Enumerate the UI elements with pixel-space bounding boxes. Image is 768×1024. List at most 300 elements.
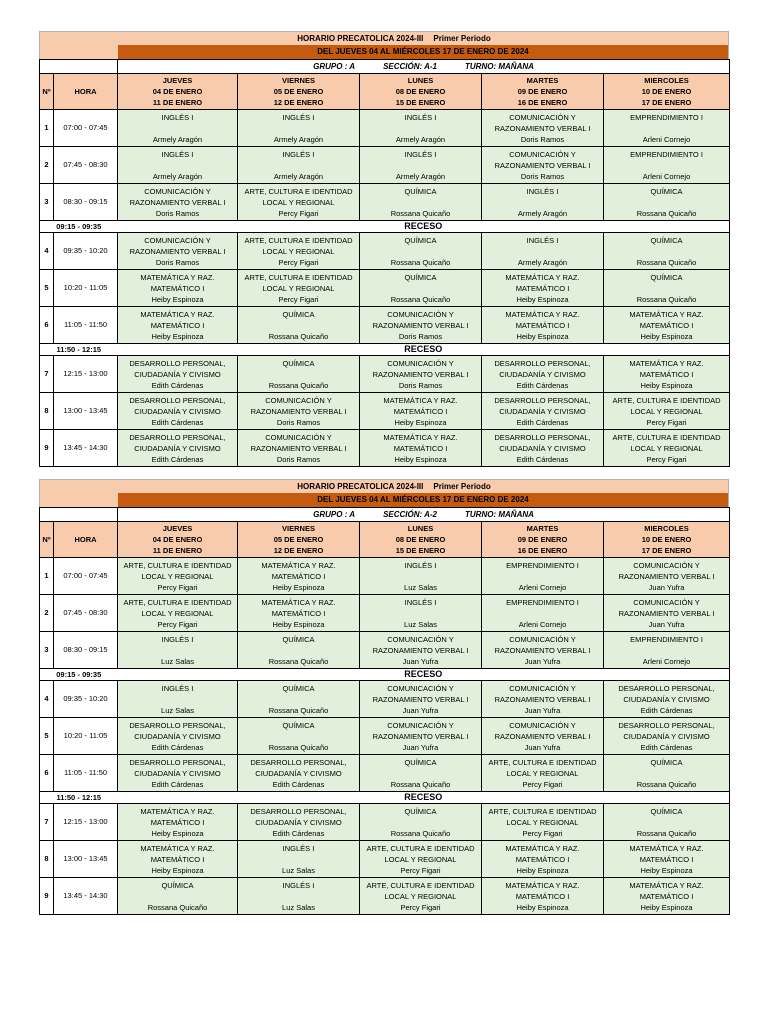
teacher-name: Juan Yufra [524,742,561,752]
teacher-name: Juan Yufra [524,705,561,715]
recess-row [40,792,730,804]
teacher-name: Heiby Espinoza [272,619,325,629]
header-day [482,522,604,558]
class-cell [604,147,730,184]
day-date-2: 12 DE ENERO [273,546,324,555]
teacher-name: Rossana Quicaño [268,656,329,666]
class-cell [604,841,730,878]
subject-name: ARTE, CULTURA E IDENTIDAD LOCAL Y REGIONAL [366,880,475,901]
subject-name: ARTE, CULTURA E IDENTIDAD LOCAL Y REGIONAL [123,560,232,581]
class-cell [118,233,238,270]
recess-row [40,221,730,233]
header-day [118,522,238,558]
table-row [40,356,730,393]
day-date-1: 05 DE ENERO [273,535,324,544]
teacher-name: Luz Salas [161,656,194,666]
header-day [118,74,238,110]
subject-name: ARTE, CULTURA E IDENTIDAD LOCAL Y REGIONAL [244,272,353,293]
subject-name: INGLÉS I [404,560,437,570]
subject-name: MATEMÁTICA Y RAZ. MATEMÁTICO I [505,843,580,864]
subject-name: DESARROLLO PERSONAL, CIUDADANÍA Y CIVISMO [494,358,591,379]
teacher-name: Luz Salas [404,582,437,592]
row-number: 5 [40,270,54,307]
class-cell [360,595,482,632]
subject-name: INGLÉS I [161,112,194,122]
subject-name: COMUNICACIÓN Y RAZONAMIENTO VERBAL I [494,683,591,704]
teacher-name: Edith Cárdenas [516,380,569,390]
subject-name: COMUNICACIÓN Y RAZONAMIENTO VERBAL I [372,309,469,330]
day-date-1: 04 DE ENERO [152,87,203,96]
subject-name: INGLÉS I [282,112,315,122]
day-date-2: 11 DE ENERO [152,98,203,107]
teacher-name: Armely Aragón [517,208,568,218]
class-cell [482,233,604,270]
class-cell [118,681,238,718]
subject-name: ARTE, CULTURA E IDENTIDAD LOCAL Y REGIONAL [488,757,597,778]
day-name: JUEVES [162,524,193,533]
subject-name: QUÍMICA [650,235,683,245]
subject-name: DESARROLLO PERSONAL, CIUDADANÍA Y CIVISMO [129,757,226,778]
teacher-name: Heiby Espinoza [640,380,693,390]
day-name: MIERCOLES [644,76,689,85]
class-cell [118,632,238,669]
class-cell [238,393,360,430]
recess-row [40,344,730,356]
teacher-name: Armely Aragón [273,171,324,181]
table-row [40,718,730,755]
teacher-name: Rossana Quicaño [636,208,697,218]
teacher-name: Edith Cárdenas [640,742,693,752]
subject-name: COMUNICACIÓN Y RAZONAMIENTO VERBAL I [494,634,591,655]
day-name: MARTES [526,76,559,85]
subject-name: MATEMÁTICA Y RAZ. MATEMÁTICO I [629,880,704,901]
teacher-name: Percy Figari [522,779,563,789]
day-date-1: 10 DE ENERO [641,87,692,96]
subject-name: QUÍMICA [404,806,437,816]
table-row [40,147,730,184]
table-row [40,307,730,344]
class-cell [360,804,482,841]
teacher-name: Edith Cárdenas [516,454,569,464]
subject-name: QUÍMICA [650,757,683,767]
class-cell [360,681,482,718]
class-cell [482,184,604,221]
teacher-name: Percy Figari [400,865,441,875]
class-cell [118,110,238,147]
subject-name: COMUNICACIÓN Y RAZONAMIENTO VERBAL I [372,358,469,379]
row-time: 12:15 - 13:00 [54,804,118,841]
class-cell [604,632,730,669]
schedule-a1 [39,31,729,467]
table-row [40,878,730,915]
class-cell [118,430,238,467]
class-cell [238,184,360,221]
subject-name: DESARROLLO PERSONAL, CIUDADANÍA Y CIVISMO [129,358,226,379]
row-number: 7 [40,804,54,841]
teacher-name: Percy Figari [278,257,319,267]
row-time: 10:20 - 11:05 [54,270,118,307]
subject-name: ARTE, CULTURA E IDENTIDAD LOCAL Y REGIONAL [488,806,597,827]
class-cell [118,804,238,841]
class-cell [118,718,238,755]
recess-time: 09:15 - 09:35 [40,669,118,681]
teacher-name: Rossana Quicaño [390,294,451,304]
subject-name: QUÍMICA [404,235,437,245]
table-row [40,430,730,467]
subject-name: DESARROLLO PERSONAL, CIUDADANÍA Y CIVISMO [129,720,226,741]
row-time: 08:30 - 09:15 [54,184,118,221]
teacher-name: Juan Yufra [402,656,439,666]
class-cell [360,632,482,669]
row-time: 10:20 - 11:05 [54,718,118,755]
teacher-name: Percy Figari [400,902,441,912]
row-number: 9 [40,430,54,467]
day-name: VIERNES [282,76,315,85]
subject-name: INGLÉS I [404,112,437,122]
day-date-1: 08 DE ENERO [395,87,446,96]
turno-label: TURNO: MAÑANA [465,509,534,519]
recess-label: RECESO [118,221,730,233]
subject-name: COMUNICACIÓN Y RAZONAMIENTO VERBAL I [129,235,226,256]
day-date-2: 17 DE ENERO [641,546,692,555]
class-cell [238,632,360,669]
class-cell [118,595,238,632]
class-cell [482,307,604,344]
schedule-title [39,31,729,45]
class-cell [238,233,360,270]
teacher-name: Percy Figari [646,417,687,427]
table-row [40,681,730,718]
day-date-2: 16 DE ENERO [517,98,568,107]
table-row [40,233,730,270]
teacher-name: Doris Ramos [520,171,565,181]
day-date-2: 16 DE ENERO [517,546,568,555]
teacher-name: Percy Figari [278,208,319,218]
subject-name: COMUNICACIÓN Y RAZONAMIENTO VERBAL I [372,683,469,704]
table-row [40,755,730,792]
class-cell [238,270,360,307]
subject-name: COMUNICACIÓN Y RAZONAMIENTO VERBAL I [372,634,469,655]
row-number: 2 [40,595,54,632]
teacher-name: Juan Yufra [402,742,439,752]
class-cell [238,718,360,755]
subject-name: MATEMÁTICA Y RAZ. MATEMÁTICO I [383,395,458,416]
class-cell [238,878,360,915]
class-cell [118,558,238,595]
subject-name: COMUNICACIÓN Y RAZONAMIENTO VERBAL I [618,597,715,618]
subject-name: COMUNICACIÓN Y RAZONAMIENTO VERBAL I [372,720,469,741]
teacher-name: Heiby Espinoza [516,865,569,875]
teacher-name: Rossana Quicaño [268,742,329,752]
row-time: 13:45 - 14:30 [54,430,118,467]
class-cell [360,270,482,307]
teacher-name: Edith Cárdenas [272,779,325,789]
recess-time: 11:50 - 12:15 [40,792,118,804]
day-date-1: 10 DE ENERO [641,535,692,544]
header-hora: HORA [54,74,118,110]
subject-name: EMPRENDIMIENTO I [630,149,703,159]
teacher-name: Edith Cárdenas [516,417,569,427]
teacher-name: Armely Aragón [152,171,203,181]
subject-name: DESARROLLO PERSONAL, CIUDADANÍA Y CIVISMO [250,806,347,827]
teacher-name: Juan Yufra [524,656,561,666]
table-row [40,558,730,595]
class-cell [118,307,238,344]
class-cell [238,681,360,718]
title-period: Primer Periodo [433,34,491,43]
table-row [40,804,730,841]
row-time: 07:00 - 07:45 [54,110,118,147]
class-cell [118,841,238,878]
day-date-1: 08 DE ENERO [395,535,446,544]
teacher-name: Doris Ramos [398,331,443,341]
teacher-name: Heiby Espinoza [151,331,204,341]
class-cell [118,270,238,307]
subject-name: COMUNICACIÓN Y RAZONAMIENTO VERBAL I [494,149,591,170]
teacher-name: Arleni Cornejo [642,656,691,666]
subject-name: INGLÉS I [161,683,194,693]
class-cell [604,878,730,915]
teacher-name: Rossana Quicaño [390,828,451,838]
subject-name: INGLÉS I [526,235,559,245]
subject-name: DESARROLLO PERSONAL, CIUDADANÍA Y CIVISMO [494,395,591,416]
header-day [604,522,730,558]
teacher-name: Arleni Cornejo [518,619,567,629]
teacher-name: Heiby Espinoza [640,902,693,912]
teacher-name: Heiby Espinoza [151,828,204,838]
teacher-name: Rossana Quicaño [390,779,451,789]
teacher-name: Rossana Quicaño [390,257,451,267]
class-cell [238,110,360,147]
row-number: 7 [40,356,54,393]
subject-name: EMPRENDIMIENTO I [506,597,579,607]
subject-name: DESARROLLO PERSONAL, CIUDADANÍA Y CIVISMO [129,432,226,453]
subject-name: QUÍMICA [404,186,437,196]
subject-name: MATEMÁTICA Y RAZ. MATEMÁTICO I [140,843,215,864]
class-cell [482,558,604,595]
teacher-name: Rossana Quicaño [636,257,697,267]
day-date-1: 04 DE ENERO [152,535,203,544]
teacher-name: Edith Cárdenas [640,705,693,715]
class-cell [604,595,730,632]
subject-name: EMPRENDIMIENTO I [506,560,579,570]
subject-name: ARTE, CULTURA E IDENTIDAD LOCAL Y REGIONAL [366,843,475,864]
class-cell [118,755,238,792]
teacher-name: Heiby Espinoza [151,294,204,304]
day-date-2: 17 DE ENERO [641,98,692,107]
class-cell [604,430,730,467]
teacher-name: Edith Cárdenas [151,417,204,427]
class-cell [482,430,604,467]
header-hora: HORA [54,522,118,558]
header-row [40,522,730,558]
class-cell [238,841,360,878]
subject-name: ARTE, CULTURA E IDENTIDAD LOCAL Y REGIONAL [612,432,721,453]
turno-label: TURNO: MAÑANA [465,61,534,71]
row-time: 07:00 - 07:45 [54,558,118,595]
schedule-a2 [39,479,729,915]
teacher-name: Rossana Quicaño [636,294,697,304]
class-cell [360,110,482,147]
teacher-name: Heiby Espinoza [516,331,569,341]
subject-name: MATEMÁTICA Y RAZ. MATEMÁTICO I [629,843,704,864]
teacher-name: Armely Aragón [152,134,203,144]
subject-name: ARTE, CULTURA E IDENTIDAD LOCAL Y REGIONAL [612,395,721,416]
class-cell [482,755,604,792]
schedule-table [39,507,730,915]
teacher-name: Armely Aragón [273,134,324,144]
class-cell [482,270,604,307]
recess-label: RECESO [118,792,730,804]
class-cell [360,233,482,270]
subject-name: MATEMÁTICA Y RAZ. MATEMÁTICO I [140,806,215,827]
date-range: DEL JUEVES 04 AL MIÉRCOLES 17 DE ENERO DE 2024 [118,493,728,507]
class-cell [604,270,730,307]
grupo-label: GRUPO : A [313,509,356,519]
row-time: 09:35 - 10:20 [54,681,118,718]
subject-name: MATEMÁTICA Y RAZ. MATEMÁTICO I [383,432,458,453]
header-day [238,522,360,558]
day-date-1: 09 DE ENERO [517,535,568,544]
teacher-name: Armely Aragón [395,171,446,181]
day-date-2: 11 DE ENERO [152,546,203,555]
class-cell [604,393,730,430]
table-row [40,841,730,878]
date-row [39,45,729,59]
row-number: 6 [40,307,54,344]
teacher-name: Heiby Espinoza [516,902,569,912]
class-cell [482,841,604,878]
row-number: 1 [40,558,54,595]
class-cell [482,147,604,184]
subject-name: QUÍMICA [404,757,437,767]
teacher-name: Armely Aragón [395,134,446,144]
subject-name: QUÍMICA [282,358,315,368]
subject-name: COMUNICACIÓN Y RAZONAMIENTO VERBAL I [618,560,715,581]
class-cell [118,184,238,221]
row-time: 09:35 - 10:20 [54,233,118,270]
class-cell [604,307,730,344]
subject-name: INGLÉS I [282,149,315,159]
row-number: 5 [40,718,54,755]
subject-name: DESARROLLO PERSONAL, CIUDADANÍA Y CIVISMO [618,720,715,741]
class-cell [238,307,360,344]
row-number: 2 [40,147,54,184]
row-time: 11:05 - 11:50 [54,755,118,792]
teacher-name: Rossana Quicaño [268,380,329,390]
class-cell [238,430,360,467]
teacher-name: Doris Ramos [155,208,200,218]
day-name: LUNES [407,76,434,85]
subject-name: ARTE, CULTURA E IDENTIDAD LOCAL Y REGIONAL [244,186,353,207]
subject-name: MATEMÁTICA Y RAZ. MATEMÁTICO I [261,597,336,618]
recess-label: RECESO [118,669,730,681]
teacher-name: Edith Cárdenas [151,742,204,752]
teacher-name: Rossana Quicaño [268,705,329,715]
subject-name: INGLÉS I [404,597,437,607]
class-cell [482,110,604,147]
teacher-name: Heiby Espinoza [272,582,325,592]
table-row [40,393,730,430]
class-cell [360,878,482,915]
schedule-table [39,59,730,467]
subject-name: MATEMÁTICA Y RAZ. MATEMÁTICO I [505,880,580,901]
class-cell [604,681,730,718]
class-cell [604,804,730,841]
class-cell [360,356,482,393]
subject-name: MATEMÁTICA Y RAZ. MATEMÁTICO I [629,358,704,379]
grupo-label: GRUPO : A [313,61,356,71]
table-row [40,110,730,147]
class-cell [360,558,482,595]
teacher-name: Doris Ramos [520,134,565,144]
header-row [40,74,730,110]
class-cell [482,632,604,669]
subject-name: COMUNICACIÓN Y RAZONAMIENTO VERBAL I [250,432,347,453]
teacher-name: Percy Figari [522,828,563,838]
subject-name: INGLÉS I [282,880,315,890]
subject-name: DESARROLLO PERSONAL, CIUDADANÍA Y CIVISMO [250,757,347,778]
class-cell [482,595,604,632]
subject-name: COMUNICACIÓN Y RAZONAMIENTO VERBAL I [494,720,591,741]
row-time: 11:05 - 11:50 [54,307,118,344]
date-range: DEL JUEVES 04 AL MIÉRCOLES 17 DE ENERO DE 2024 [118,45,728,59]
class-cell [482,681,604,718]
header-day [360,522,482,558]
class-cell [604,184,730,221]
teacher-name: Percy Figari [157,619,198,629]
header-num: Nº [40,522,54,558]
class-cell [238,356,360,393]
subject-name: MATEMÁTICA Y RAZ. MATEMÁTICO I [261,560,336,581]
subject-name: DESARROLLO PERSONAL, CIUDADANÍA Y CIVISMO [618,683,715,704]
row-time: 07:45 - 08:30 [54,595,118,632]
class-cell [360,430,482,467]
teacher-name: Heiby Espinoza [394,454,447,464]
teacher-name: Rossana Quicaño [636,828,697,838]
teacher-name: Luz Salas [282,865,315,875]
date-row [39,493,729,507]
class-cell [238,558,360,595]
class-cell [238,755,360,792]
subject-name: EMPRENDIMIENTO I [630,634,703,644]
teacher-name: Doris Ramos [276,417,321,427]
subject-name: ARTE, CULTURA E IDENTIDAD LOCAL Y REGIONAL [244,235,353,256]
class-cell [238,595,360,632]
class-cell [482,878,604,915]
row-time: 08:30 - 09:15 [54,632,118,669]
day-name: VIERNES [282,524,315,533]
header-day [238,74,360,110]
header-day [604,74,730,110]
teacher-name: Heiby Espinoza [151,865,204,875]
class-cell [604,356,730,393]
subject-name: INGLÉS I [526,186,559,196]
subject-name: MATEMÁTICA Y RAZ. MATEMÁTICO I [505,272,580,293]
recess-time: 11:50 - 12:15 [40,344,118,356]
class-cell [360,307,482,344]
day-date-1: 09 DE ENERO [517,87,568,96]
teacher-name: Rossana Quicaño [636,779,697,789]
seccion-label: SECCIÓN: A-1 [383,61,438,71]
subject-name: COMUNICACIÓN Y RAZONAMIENTO VERBAL I [250,395,347,416]
recess-time: 09:15 - 09:35 [40,221,118,233]
class-cell [118,356,238,393]
subject-name: QUÍMICA [282,720,315,730]
class-cell [360,841,482,878]
class-cell [360,147,482,184]
row-number: 8 [40,841,54,878]
